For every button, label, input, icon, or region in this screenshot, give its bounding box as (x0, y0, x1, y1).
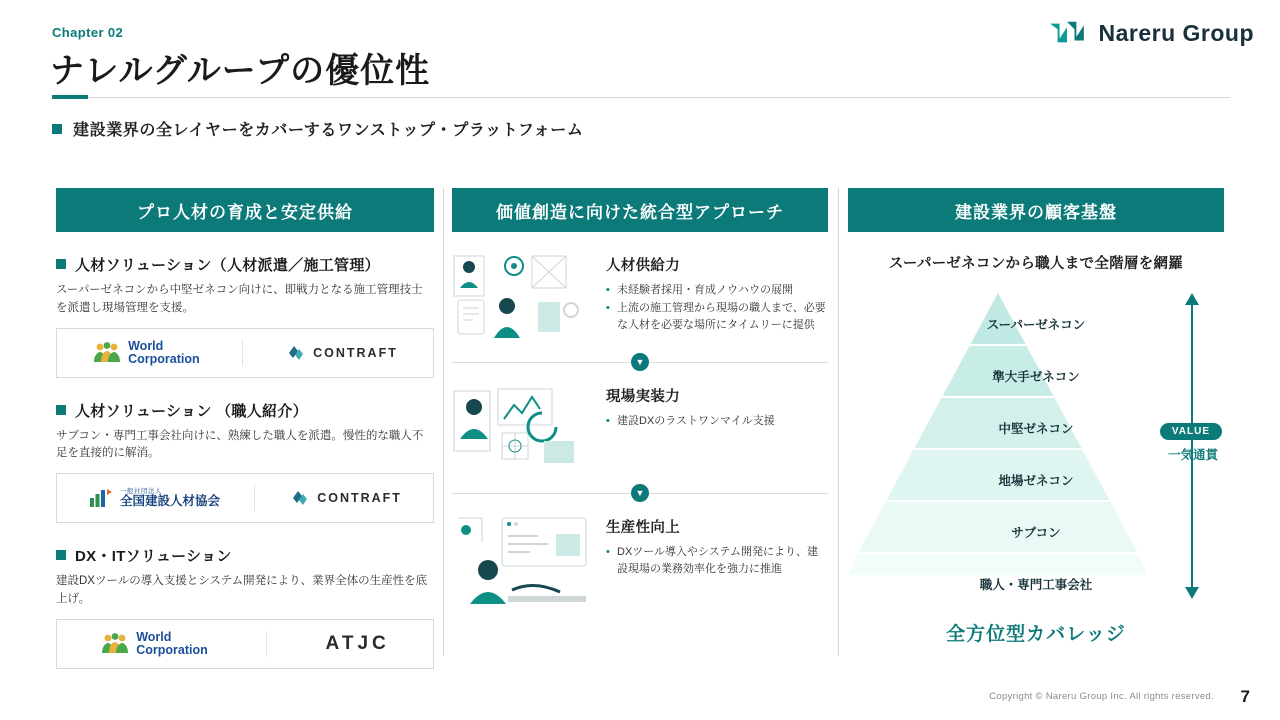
approach-row-supply (452, 250, 828, 346)
block-shokunin (56, 400, 434, 524)
value-badge-sub: 一気通貫 (1167, 448, 1218, 462)
logo-jinzai-line1: 一般社団法人 (120, 487, 163, 495)
world-corporation-icon (92, 340, 122, 366)
subheading (52, 117, 583, 140)
block-title-row (56, 254, 434, 275)
block-title-text: 人材ソリューション （職人紹介） (75, 402, 308, 420)
approach-body (606, 250, 828, 335)
approach-title: 現場実装力 (606, 389, 680, 405)
contraft-mark-icon (285, 342, 307, 364)
pyramid-level-6: 職人・専門工事会社 (979, 578, 1093, 592)
column-talent (56, 188, 434, 669)
column-2-heading: 価値創造に向けた統合型アプローチ (452, 188, 828, 232)
approach-body (606, 381, 828, 431)
bullet-square-icon (56, 550, 66, 560)
approach-title: 人材供給力 (606, 258, 680, 274)
approach-bullets (606, 413, 828, 430)
approach-bullets (606, 544, 828, 578)
pyramid-caption: スーパーゼネコンから職人まで全階層を網羅 (888, 256, 1184, 272)
block-title-row (56, 545, 434, 566)
approach-title: 生産性向上 (606, 520, 680, 536)
chevron-down-icon: ▼ (631, 353, 649, 371)
logo-atjc (326, 633, 390, 655)
block-description: 建設DXツールの導入支援とシステム開発により、業界全体の生産性を底上げ。 (56, 575, 428, 606)
column-divider-1 (443, 188, 444, 656)
approach-row-productivity (452, 512, 828, 608)
block-description: スーパーゼネコンから中堅ゼネコン向けに、即戦力となる施工管理技士を派遣し現場管理を支援。 (56, 284, 423, 314)
logo-contraft-text: CONTRAFT (313, 345, 398, 360)
bullet-square-icon (56, 259, 66, 269)
logo-contraft (289, 487, 402, 509)
title-divider (52, 97, 1230, 98)
copyright-text: Copyright © Nareru Group Inc. All rights reserved. (989, 691, 1214, 702)
block-description: サブコン・専門工事会社向けに、熟練した職人を派遣。慢性的な職人不足を直接的に解消。 (56, 429, 424, 460)
list-item: • 未経験者採用・育成ノウハウの展開 (606, 282, 828, 299)
list-item: • 上流の施工管理から現場の職人まで、必要な人材を必要な場所にタイムリーに提供 (606, 300, 828, 334)
logo-world-corporation (92, 340, 200, 366)
approach-bullets (606, 282, 828, 334)
logo-world-line2: Corporation (136, 642, 208, 657)
partner-logo-box (56, 619, 434, 669)
coverage-footer: 全方位型カバレッジ (946, 624, 1126, 645)
bullet-square-icon (52, 124, 62, 134)
site-dashboard-illustration-icon (452, 381, 592, 477)
nareru-logo-icon (1048, 18, 1086, 48)
approach-separator-2 (452, 488, 828, 498)
contraft-mark-icon (289, 487, 311, 509)
title-divider-accent (52, 95, 88, 99)
brand-name: Nareru Group (1098, 19, 1254, 46)
logo-contraft-text: CONTRAFT (317, 491, 402, 506)
list-item: • 建設DXのラストワンマイル支援 (606, 413, 828, 430)
column-approach (452, 188, 828, 608)
kensetsu-jinzai-icon (88, 486, 114, 510)
block-haken (56, 254, 434, 378)
page-title: ナレルグループの優位性 (50, 52, 431, 90)
page-number: 7 (1240, 687, 1250, 706)
logo-jinzai-line2: 全国建設人材協会 (120, 493, 221, 508)
logo-atjc-text: ATJC (325, 632, 390, 654)
approach-body (606, 512, 828, 579)
pyramid-diagram (848, 285, 1224, 615)
chevron-down-icon: ▼ (631, 484, 649, 502)
logo-world-line2: Corporation (128, 351, 200, 366)
block-title-text: 人材ソリューション（人材派遣／施工管理） (75, 257, 380, 274)
block-dx-it (56, 545, 434, 669)
pyramid-level-2: 準大手ゼネコン (992, 370, 1080, 384)
logo-world-line1: World (136, 629, 172, 644)
logo-world-corporation (100, 631, 208, 657)
pyramid-level-4: 地場ゼネコン (998, 474, 1074, 488)
partner-logo-box (56, 473, 434, 523)
value-badge: VALUE (1160, 423, 1222, 440)
column-divider-2 (838, 188, 839, 656)
logo-jinzai-kyokai (88, 486, 220, 510)
list-item: • DXツール導入やシステム開発により、建設現場の業務効率化を強力に推進 (606, 544, 828, 578)
subheading-text: 建設業界の全レイヤーをカバーするワンストップ・プラットフォーム (73, 122, 584, 139)
world-corporation-icon (100, 631, 130, 657)
pyramid-level-3: 中堅ゼネコン (998, 422, 1074, 436)
logo-contraft (285, 342, 398, 364)
logo-separator (266, 631, 267, 657)
approach-row-implementation (452, 381, 828, 477)
logo-world-line1: World (128, 338, 164, 353)
logo-separator (254, 485, 255, 511)
approach-separator-1 (452, 357, 828, 367)
pyramid-level-1: スーパーゼネコン (986, 318, 1086, 332)
people-gear-illustration-icon (452, 250, 592, 346)
brand-logo (1048, 18, 1254, 48)
block-title-text: DX・ITソリューション (75, 548, 232, 566)
pyramid-level-5: サブコン (1011, 526, 1061, 540)
column-1-heading: プロ人材の育成と安定供給 (56, 188, 434, 232)
partner-logo-box (56, 328, 434, 378)
column-3-heading: 建設業界の顧客基盤 (848, 188, 1224, 232)
block-title-row (56, 400, 434, 421)
productivity-illustration-icon (452, 512, 592, 608)
logo-separator (242, 340, 243, 366)
bullet-square-icon (56, 405, 66, 415)
chapter-label: Chapter 02 (52, 25, 124, 40)
pyramid-shape-icon (848, 285, 1148, 615)
column-customer-base (848, 188, 1224, 646)
